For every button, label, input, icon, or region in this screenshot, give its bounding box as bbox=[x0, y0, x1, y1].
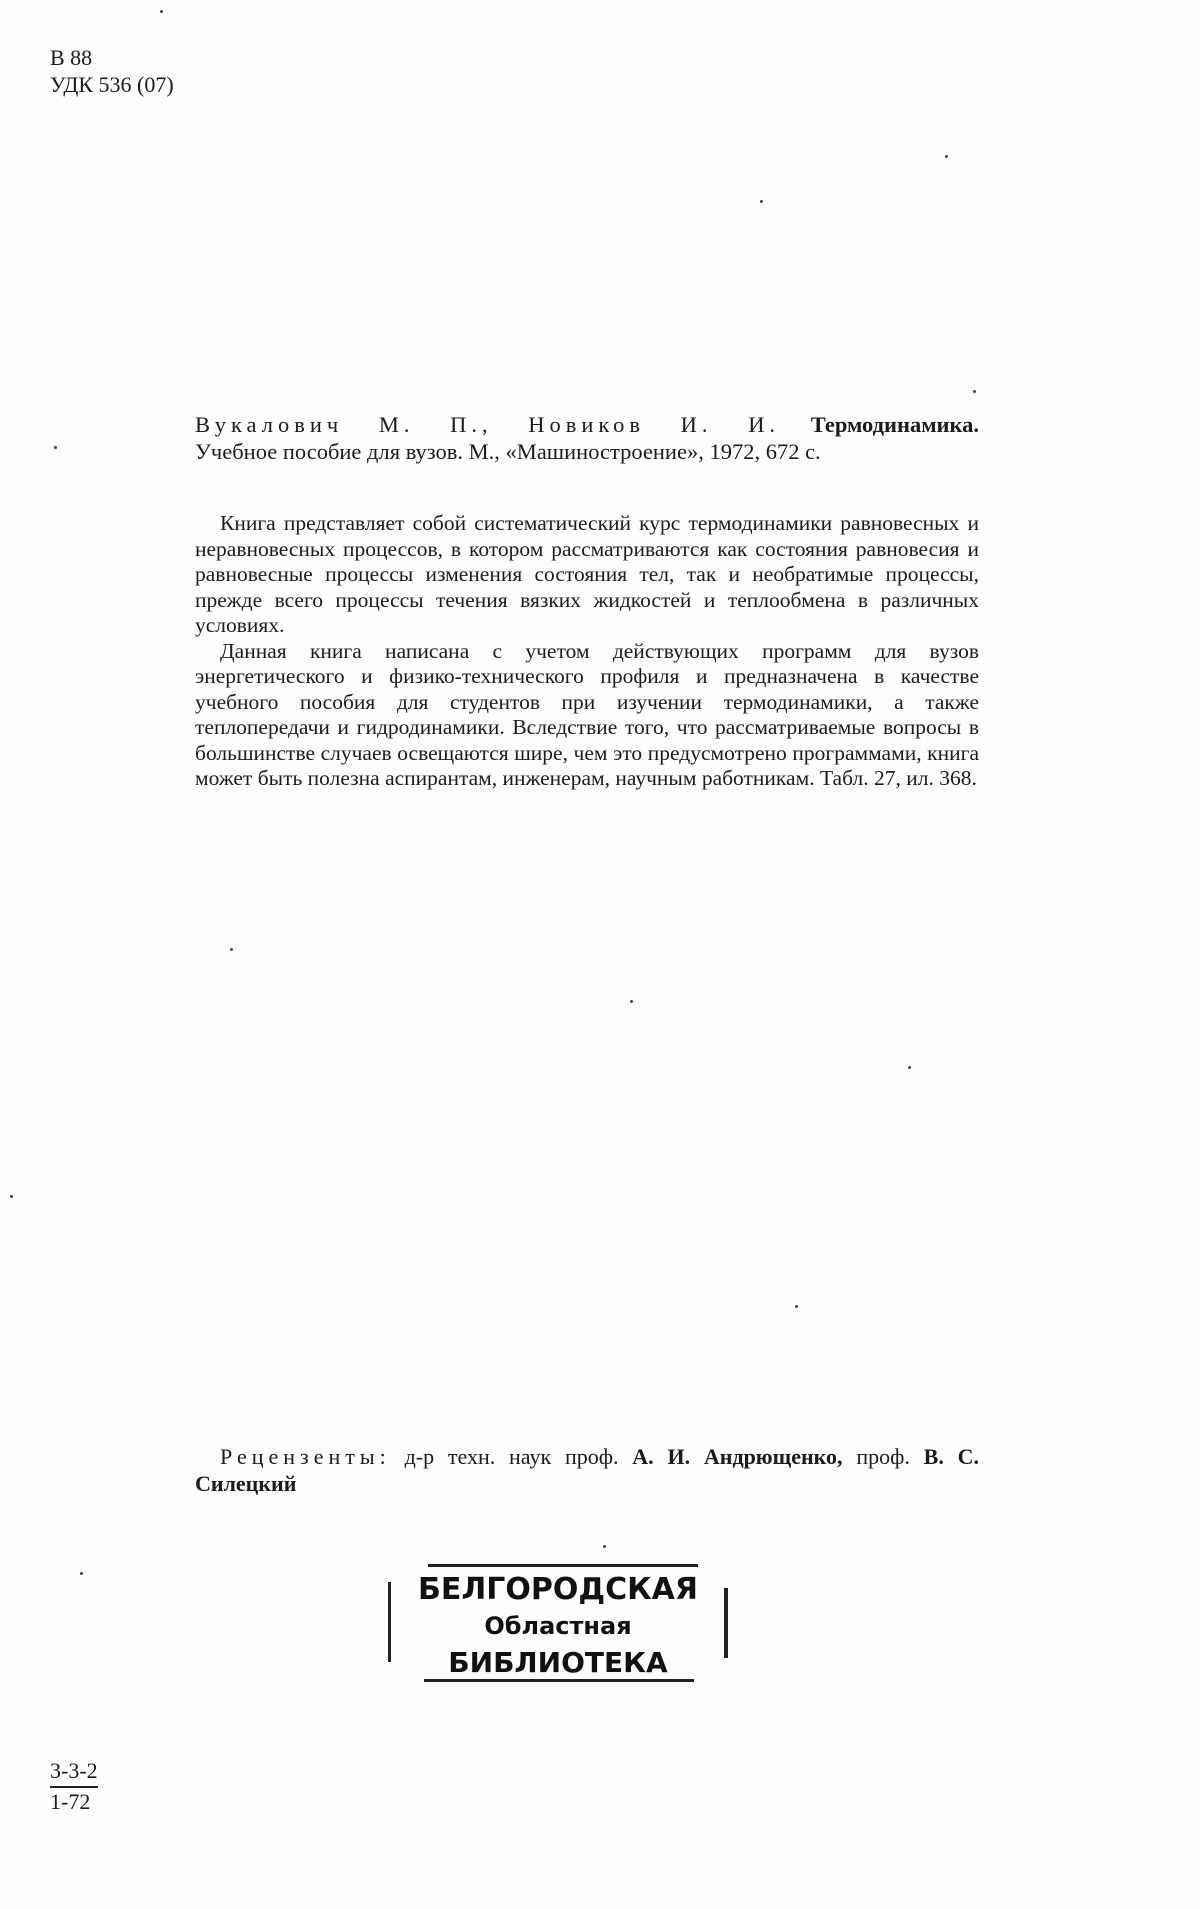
scan-speck bbox=[230, 948, 233, 951]
stamp-line-2: Областная bbox=[484, 1612, 632, 1640]
scan-speck bbox=[760, 200, 763, 203]
scan-speck bbox=[603, 1545, 606, 1548]
authors: Вукалович М. П., Новиков И. И. bbox=[195, 412, 781, 437]
scan-speck bbox=[80, 1572, 83, 1575]
imprint: Учебное пособие для вузов. М., «Машиностроение», 1972, 672 с. bbox=[195, 439, 821, 464]
stamp-top-line bbox=[428, 1564, 698, 1567]
scan-speck bbox=[630, 1000, 633, 1003]
stamp-line-1: БЕЛГОРОДСКАЯ bbox=[418, 1572, 698, 1607]
stamp-bottom-line bbox=[424, 1679, 694, 1682]
reviewer-1: А. И. Андрющенко, bbox=[632, 1444, 843, 1469]
bbk-code: В 88 bbox=[50, 45, 93, 70]
print-signature bbox=[50, 1757, 98, 1816]
reviewers-text: д-р техн. наук проф. bbox=[390, 1444, 633, 1469]
annotation-paragraph-1: Книга представляет собой систематический курс термодинамики равновесных и неравновесных процессов, в котором рассматриваются как состояния равновесия и равновесные процессы изменения состояния тел, так и необратимые процессы, прежде всего процессы течения вязких жидкостей и теплообмена в различных условиях. bbox=[195, 511, 979, 637]
reviewers-text-2: проф. bbox=[842, 1444, 924, 1469]
scan-speck bbox=[10, 1195, 13, 1198]
annotation-paragraph-2: Данная книга написана с учетом действующих программ для вузов энергетического и физико-технического профиля и предназначена в качестве учебного пособия для студентов при изучении термодинамики, а также теплопередачи и гидродинамики. Вследствие того, что рассматриваемые вопросы в большинстве случаев освещаются шире, чем это предусмотрено программами, книга может быть полезна аспирантам, инженерам, научным работникам. Табл. 27, ил. 368. bbox=[195, 638, 979, 790]
book-title: Термодинамика. bbox=[810, 412, 979, 437]
signature-bottom: 1-72 bbox=[50, 1789, 91, 1814]
stamp-line-3: БИБЛИОТЕКА bbox=[448, 1646, 668, 1679]
annotation bbox=[195, 511, 979, 792]
signature-top: 3-3-2 bbox=[50, 1757, 98, 1788]
scan-speck bbox=[54, 446, 57, 449]
reviewers-label: Рецензенты: bbox=[220, 1444, 391, 1469]
reviewer-2: В. С. Силецкий bbox=[195, 1444, 979, 1496]
reviewers bbox=[195, 1443, 979, 1497]
scan-speck bbox=[795, 1305, 798, 1308]
scan-speck bbox=[973, 390, 976, 393]
bibliographic-record bbox=[195, 411, 979, 465]
scan-speck bbox=[160, 10, 163, 13]
scan-speck bbox=[945, 155, 948, 158]
udk-code: УДК 536 (07) bbox=[50, 72, 174, 97]
library-stamp bbox=[388, 1558, 728, 1690]
scan-speck bbox=[908, 1066, 911, 1069]
classification-codes bbox=[50, 44, 174, 98]
